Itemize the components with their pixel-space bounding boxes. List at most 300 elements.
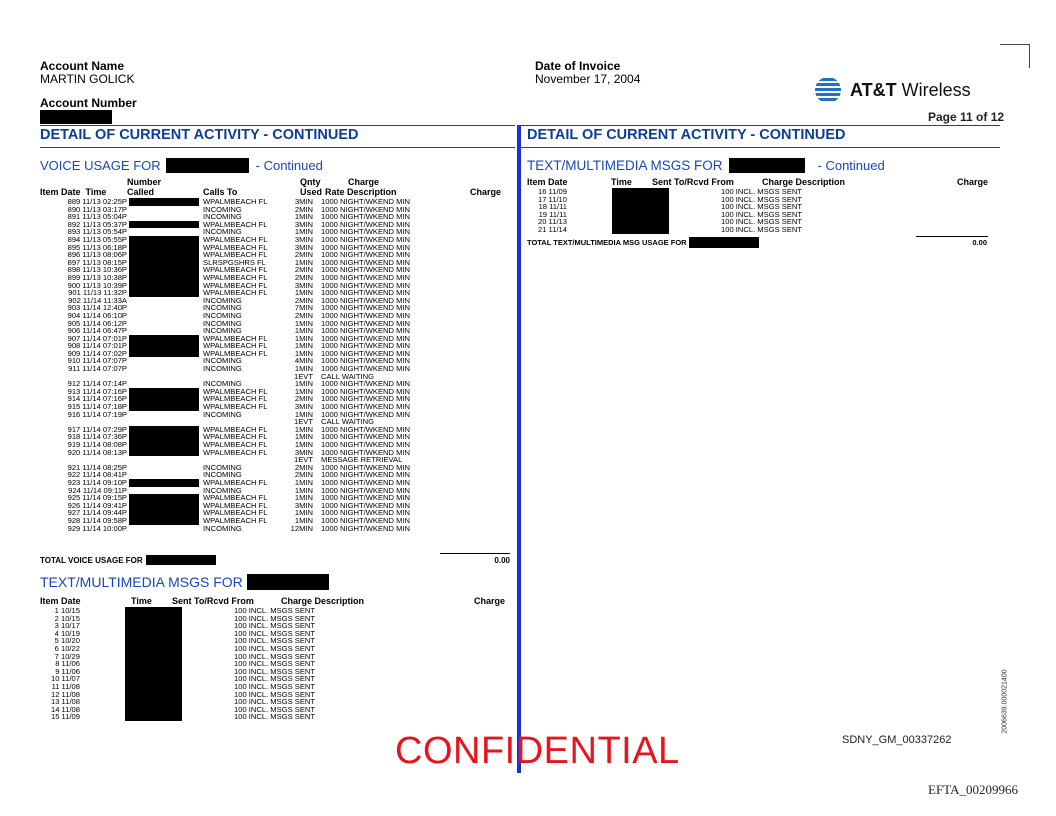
text-item: 2 10/15 [54,614,80,623]
sent-to-redaction [125,698,182,706]
voice-item: 918 11/14 07:36P [67,433,127,441]
efta-number: EFTA_00209966 [928,782,1018,797]
voice-item: 924 11/14 09:11P [68,486,127,495]
sent-to-redaction [125,668,182,676]
right-col-sent-to: Sent To/Rcvd From [652,177,734,187]
voice-item: 922 11/14 08:41P [67,471,127,479]
number-redaction [129,259,199,267]
invoice-date-label: Date of Invoice [535,59,621,73]
voice-row [40,244,510,252]
bates-number: SDNY_GM_00337262 [842,734,952,746]
right-text-msgs-redaction [729,158,805,173]
sent-to-redaction [612,211,669,219]
voice-qnty: 2MIN [294,463,313,472]
voice-calls-to: INCOMING [203,296,242,305]
voice-calls-to: SLRSPGSHRS FL [203,258,266,267]
voice-item: 895 11/13 06:18P [67,243,127,252]
voice-qnty: 3MIN [294,235,313,244]
text-col-time: Time [131,596,152,606]
text-description: 100 INCL. MSGS SENT [234,682,316,691]
right-total-amount: 0.00 [972,238,987,247]
voice-item: 929 11/14 10:00P [67,524,127,533]
voice-calls-to: INCOMING [203,463,242,472]
voice-row [40,304,510,312]
voice-calls-to: WPALMBEACH FL [203,235,268,244]
text-item: 6 10/22 [54,644,80,653]
voice-calls-to: INCOMING [203,380,242,388]
voice-calls-to: INCOMING [203,213,242,221]
voice-calls-to: INCOMING [203,327,242,335]
voice-calls-to: INCOMING [203,311,242,320]
voice-description: 1000 NIGHT/WKEND MIN [321,410,411,419]
voice-qnty: 1MIN [294,365,313,373]
voice-calls-to: WPALMBEACH FL [203,494,268,502]
voice-calls-to: WPALMBEACH FL [203,342,268,350]
text-col-sent-to: Sent To/Rcvd From [172,596,254,606]
sent-to-redaction [125,713,182,721]
voice-description: 1000 NIGHT/WKEND MIN [321,501,411,510]
sent-to-redaction [612,188,669,196]
text-item: 4 10/19 [54,629,80,638]
voice-qnty: 4MIN [294,357,313,366]
number-redaction [129,525,199,533]
text-item: 7 10/29 [54,652,80,661]
number-redaction [129,289,199,297]
voice-description: 1000 NIGHT/WKEND MIN [321,509,411,517]
number-redaction [129,418,199,426]
voice-item: 910 11/14 07:07P [67,357,127,366]
text-item: 14 11/08 [51,705,80,714]
voice-calls-to: WPALMBEACH FL [203,289,268,297]
voice-description: 1000 NIGHT/WKEND MIN [321,380,411,388]
number-redaction [129,198,199,206]
voice-total-redaction [146,555,216,565]
voice-qnty: 1EVT [294,372,313,381]
col-charge-top: Charge [348,177,380,187]
sent-to-redaction [612,203,669,211]
text-description: 100 INCL. MSGS SENT [721,218,803,226]
sent-to-redaction [612,218,669,226]
text-item: 12 11/08 [51,690,80,699]
voice-item: 893 11/13 05:54P [67,228,127,236]
voice-row [40,282,510,290]
voice-qnty: 12MIN [290,524,313,533]
voice-row [40,509,510,517]
col-qnty: Qnty [300,177,321,187]
voice-calls-to: WPALMBEACH FL [203,281,268,290]
number-redaction [129,403,199,411]
text-item: 10 11/07 [51,675,80,683]
text-msgs-title [40,574,329,590]
voice-description: 1000 NIGHT/WKEND MIN [321,311,411,320]
text-col-item-date: Item Date [40,596,81,606]
voice-qnty: 3MIN [294,198,313,206]
voice-description: 1000 NIGHT/WKEND MIN [321,304,411,312]
text-row [40,706,510,714]
voice-row [40,411,510,419]
text-description: 100 INCL. MSGS SENT [721,203,803,211]
voice-calls-to: WPALMBEACH FL [203,448,268,457]
voice-item: 909 11/14 07:02P [67,349,127,358]
voice-row [40,335,510,343]
voice-description: 1000 NIGHT/WKEND MIN [321,258,411,267]
number-redaction [129,228,199,236]
voice-qnty: 2MIN [294,251,313,259]
right-text-row [527,226,997,234]
text-description: 100 INCL. MSGS SENT [234,622,316,630]
voice-item: 899 11/13 10:38P [67,273,127,282]
voice-calls-to: INCOMING [203,471,242,479]
number-redaction [129,213,199,221]
left-title-underline [40,147,515,148]
number-redaction [129,433,199,441]
voice-description: 1000 NIGHT/WKEND MIN [321,395,411,404]
text-col-charge-desc: Charge Description [281,596,365,606]
voice-row [40,380,510,388]
voice-description: 1000 NIGHT/WKEND MIN [321,273,411,282]
col-called: Called [127,187,155,197]
sent-to-redaction [125,615,182,623]
voice-description: CALL WAITING [321,372,375,381]
voice-item: 921 11/14 08:25P [67,463,127,472]
voice-description: 1000 NIGHT/WKEND MIN [321,365,411,373]
text-row [40,668,510,676]
voice-qnty: 1MIN [294,486,313,495]
text-item: 17 11/10 [538,195,567,204]
voice-item: 913 11/14 07:16P [67,387,127,396]
number-redaction [129,236,199,244]
text-description: 100 INCL. MSGS SENT [721,188,803,196]
voice-calls-to: INCOMING [203,410,242,419]
voice-row [40,433,510,441]
voice-qnty: 1MIN [294,433,313,441]
voice-row [40,464,510,472]
number-redaction [129,297,199,305]
col-charge: Charge [470,187,502,197]
voice-row [40,471,510,479]
voice-qnty: 1EVT [294,418,313,426]
voice-item: 902 11/14 11:33A [68,296,127,305]
text-description: 100 INCL. MSGS SENT [234,644,316,653]
voice-item: 915 11/14 07:18P [67,403,127,411]
voice-description: 1000 NIGHT/WKEND MIN [321,205,411,214]
voice-qnty: 3MIN [294,243,313,252]
text-row [40,691,510,699]
voice-calls-to: INCOMING [203,365,242,373]
voice-description: 1000 NIGHT/WKEND MIN [321,387,411,396]
voice-qnty: 2MIN [294,273,313,282]
brand-att: AT&T [850,79,897,100]
text-item: 13 11/08 [51,698,80,706]
voice-row [40,395,510,403]
text-row [40,698,510,706]
voice-calls-to: WPALMBEACH FL [203,243,268,252]
voice-calls-to: INCOMING [203,357,242,366]
sent-to-redaction [125,645,182,653]
text-description: 100 INCL. MSGS SENT [234,690,316,699]
voice-item: 911 11/14 07:07P [68,365,127,373]
voice-calls-to [199,418,284,426]
voice-row [40,350,510,358]
col-number: Number [127,177,162,187]
voice-item: 897 11/13 08:15P [67,258,127,267]
sent-to-redaction [125,683,182,691]
voice-row [40,449,510,457]
voice-row [40,198,510,206]
right-col-time: Time [611,177,632,187]
invoice-date: November 17, 2004 [535,72,641,86]
sent-to-redaction [125,607,182,615]
text-item: 9 11/06 [55,667,80,676]
text-row [40,622,510,630]
number-redaction [129,449,199,457]
voice-item: 917 11/14 07:29P [67,425,127,434]
account-number-label: Account Number [40,96,137,110]
text-row [40,615,510,623]
number-redaction [129,221,199,229]
text-item: 15 11/09 [51,713,80,721]
voice-qnty: 1MIN [294,380,313,388]
text-row [40,713,510,721]
voice-calls-to: INCOMING [203,524,242,533]
sent-to-redaction [612,226,669,234]
voice-row [40,274,510,282]
voice-usage-title-suffix: - Continued [255,158,323,173]
text-description: 100 INCL. MSGS SENT [234,698,316,706]
col-item-date-time: Item Date Time [40,187,107,197]
number-redaction [129,441,199,449]
voice-item: 898 11/13 10:36P [67,266,127,274]
right-text-msgs-prefix: TEXT/MULTIMEDIA MSGS FOR [527,158,723,173]
voice-item: 923 11/14 09:10P [67,478,127,487]
voice-item: 896 11/13 08:06P [67,251,127,259]
number-redaction [129,395,199,403]
voice-qnty: 1MIN [294,478,313,487]
text-row [40,630,510,638]
voice-qnty: 1MIN [294,342,313,350]
text-row [40,660,510,668]
voice-qnty: 1MIN [294,334,313,343]
voice-qnty: 1MIN [294,258,313,267]
voice-item: 926 11/14 09:41P [67,501,127,510]
voice-description: 1000 NIGHT/WKEND MIN [321,342,411,350]
voice-description: 1000 NIGHT/WKEND MIN [321,357,411,366]
voice-row [40,259,510,267]
voice-item: 925 11/14 09:15P [67,494,127,502]
voice-qnty: 3MIN [294,403,313,411]
voice-row [40,479,510,487]
voice-calls-to: WPALMBEACH FL [203,266,268,274]
text-msgs-redaction [247,574,329,590]
text-description: 100 INCL. MSGS SENT [234,660,316,668]
sent-to-redaction [125,691,182,699]
voice-qnty: 2MIN [294,471,313,479]
text-description: 100 INCL. MSGS SENT [234,614,316,623]
voice-row [40,266,510,274]
sent-to-redaction [125,630,182,638]
voice-row [40,320,510,328]
text-item: 8 11/06 [55,660,80,668]
text-description: 100 INCL. MSGS SENT [721,195,803,204]
voice-description: 1000 NIGHT/WKEND MIN [321,349,411,358]
number-redaction [129,244,199,252]
sent-to-redaction [125,675,182,683]
voice-row [40,228,510,236]
voice-charge-rule [440,553,510,554]
text-description: 100 INCL. MSGS SENT [234,713,316,721]
page-number: Page 11 of 12 [928,110,1005,124]
voice-row [40,213,510,221]
sent-to-redaction [125,637,182,645]
right-text-msgs-table [527,188,997,234]
voice-calls-to: WPALMBEACH FL [203,198,268,206]
voice-row [40,456,510,464]
voice-description: 1000 NIGHT/WKEND MIN [321,433,411,441]
text-description: 100 INCL. MSGS SENT [234,629,316,638]
voice-description: MESSAGE RETRIEVAL [321,456,403,464]
voice-description: 1000 NIGHT/WKEND MIN [321,266,411,274]
voice-usage-title [40,158,323,173]
voice-description: 1000 NIGHT/WKEND MIN [321,235,411,244]
voice-description: 1000 NIGHT/WKEND MIN [321,289,411,297]
voice-item: 920 11/14 08:13P [67,448,127,457]
voice-calls-to: WPALMBEACH FL [203,220,268,229]
number-redaction [129,380,199,388]
voice-qnty: 1MIN [294,213,313,221]
voice-qnty: 1MIN [294,319,313,328]
number-redaction [129,312,199,320]
voice-qnty: 3MIN [294,501,313,510]
right-text-row [527,203,997,211]
sent-to-redaction [125,653,182,661]
right-col-charge: Charge [957,177,989,187]
globe-icon [814,76,842,104]
voice-qnty: 1MIN [294,289,313,297]
number-redaction [129,456,199,464]
voice-calls-to: WPALMBEACH FL [203,349,268,358]
text-item: 3 10/17 [54,622,80,630]
voice-item: 928 11/14 09:58P [67,516,127,525]
voice-row [40,502,510,510]
voice-qnty: 1MIN [294,441,313,449]
voice-item: 912 11/14 07:14P [67,380,127,388]
text-msgs-title-label: TEXT/MULTIMEDIA MSGS FOR [40,574,243,590]
number-redaction [129,274,199,282]
number-redaction [129,350,199,358]
text-item: 19 11/11 [538,210,567,219]
voice-qnty: 3MIN [294,220,313,229]
right-title-rule [520,125,1000,126]
voice-row [40,342,510,350]
text-item: 16 11/09 [538,188,567,196]
number-redaction [129,365,199,373]
voice-item [40,456,128,464]
voice-calls-to: WPALMBEACH FL [203,273,268,282]
col-calls-to: Calls To [203,187,238,197]
voice-description: 1000 NIGHT/WKEND MIN [321,296,411,305]
number-redaction [129,335,199,343]
number-redaction [129,509,199,517]
text-description: 100 INCL. MSGS SENT [234,705,316,714]
sent-to-redaction [125,706,182,714]
voice-row [40,487,510,495]
voice-description: 1000 NIGHT/WKEND MIN [321,198,411,206]
text-item: 21 11/14 [538,225,567,234]
voice-row [40,441,510,449]
voice-qnty: 2MIN [294,311,313,320]
voice-total [40,555,510,565]
voice-item: 889 11/13 02:25P [67,198,127,206]
text-col-charge: Charge [474,596,506,606]
voice-calls-to: WPALMBEACH FL [203,387,268,396]
voice-item: 901 11/13 11:32P [68,289,127,297]
right-total [527,237,987,248]
voice-qnty: 2MIN [294,205,313,214]
voice-row [40,289,510,297]
text-description: 100 INCL. MSGS SENT [721,225,803,234]
voice-qnty: 2MIN [294,266,313,274]
right-text-msgs-title [527,158,885,173]
right-col-charge-desc: Charge Description [762,177,846,187]
voice-calls-to: WPALMBEACH FL [203,403,268,411]
voice-description: 1000 NIGHT/WKEND MIN [321,448,411,457]
voice-calls-to: INCOMING [203,486,242,495]
voice-item: 906 11/14 06:47P [67,327,127,335]
sent-to-redaction [612,196,669,204]
voice-item: 894 11/13 05:55P [67,235,127,244]
text-item: 11 11/08 [51,682,80,691]
text-item: 1 10/15 [54,607,80,615]
voice-description: 1000 NIGHT/WKEND MIN [321,425,411,434]
right-total-redaction [689,237,759,248]
left-title-rule [40,125,515,126]
voice-description: 1000 NIGHT/WKEND MIN [321,319,411,328]
voice-item: 905 11/14 06:12P [67,319,127,328]
account-number-redaction [40,110,112,124]
voice-row [40,312,510,320]
sent-to-redaction [125,622,182,630]
voice-usage-title-prefix: VOICE USAGE FOR [40,158,161,173]
voice-item: 927 11/14 09:44P [67,509,127,517]
voice-qnty: 1MIN [294,228,313,236]
voice-description: 1000 NIGHT/WKEND MIN [321,228,411,236]
number-redaction [129,502,199,510]
text-row [40,645,510,653]
voice-description: 1000 NIGHT/WKEND MIN [321,220,411,229]
voice-row [40,236,510,244]
voice-description: 1000 NIGHT/WKEND MIN [321,494,411,502]
text-row [40,675,510,683]
text-item: 18 11/11 [538,203,567,211]
voice-usage-table [40,198,510,532]
text-msgs-table [40,607,510,721]
voice-row [40,418,510,426]
voice-calls-to: INCOMING [203,304,242,312]
voice-description: 1000 NIGHT/WKEND MIN [321,243,411,252]
number-redaction [129,388,199,396]
number-redaction [129,342,199,350]
col-rate-description: Rate Description [325,187,397,197]
voice-item: 914 11/14 07:16P [67,395,127,404]
voice-qnty: 1MIN [294,410,313,419]
voice-calls-to: WPALMBEACH FL [203,395,268,404]
voice-row [40,525,510,533]
voice-calls-to [199,373,284,381]
text-row [40,683,510,691]
col-used: Used [300,187,323,197]
right-col-item-date: Item Date [527,177,568,187]
right-text-row [527,188,997,196]
